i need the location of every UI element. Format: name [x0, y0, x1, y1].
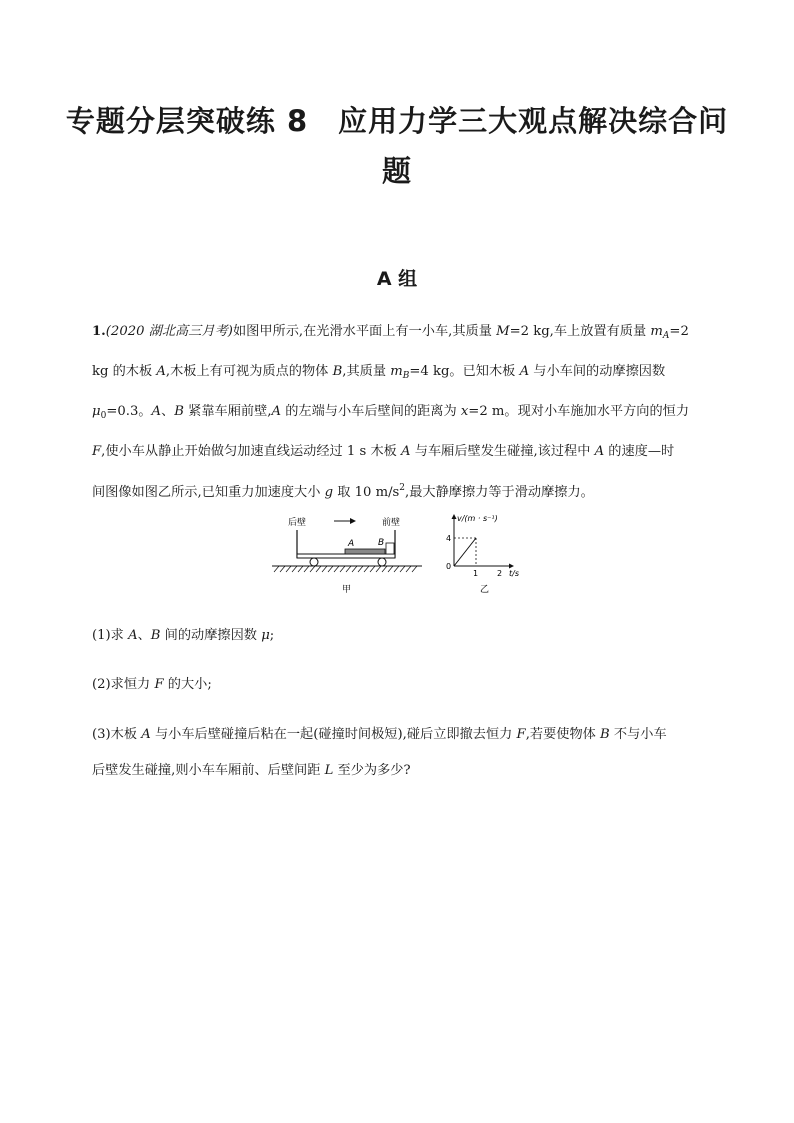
- tick-1: 1: [473, 569, 479, 578]
- board-a: [345, 549, 385, 554]
- var: F: [154, 677, 164, 692]
- text: (2)求恒力: [92, 677, 155, 692]
- var: B: [332, 364, 343, 379]
- var: g: [324, 485, 334, 500]
- page-title: [60, 96, 734, 196]
- problem-line: [92, 394, 714, 434]
- text: 间的动摩擦因数: [160, 628, 262, 643]
- block-b-label: B: [378, 538, 385, 548]
- text: 至少为多少?: [333, 763, 411, 778]
- text: ,其质量: [342, 364, 391, 379]
- text: 的速度—时: [604, 444, 675, 459]
- text: 如图甲所示,在光滑水平面上有一小车,其质量: [232, 324, 497, 339]
- var: L: [324, 763, 334, 778]
- var: A: [594, 444, 605, 459]
- var: μ: [92, 404, 101, 419]
- yi-label: 乙: [480, 585, 490, 595]
- var: F: [516, 727, 526, 742]
- var-sub: A: [662, 331, 670, 341]
- var: B: [174, 404, 184, 419]
- text: 间图像如图乙所示,已知重力加速度大小: [92, 485, 325, 500]
- var: A: [128, 628, 138, 643]
- text: 不与小车: [609, 727, 667, 742]
- ground-hatching: [274, 566, 417, 572]
- text: =2: [669, 324, 689, 339]
- var: M: [496, 324, 510, 339]
- var: A: [519, 364, 530, 379]
- question-3-cont: [92, 753, 411, 789]
- problem-line: [92, 470, 714, 511]
- problem-number: 1.: [92, 324, 106, 339]
- wheel-left: [310, 558, 318, 566]
- board-a-label: A: [348, 539, 355, 549]
- var: m: [650, 324, 663, 339]
- text: =4 kg。已知木板: [409, 364, 520, 379]
- superscript: 2: [399, 483, 406, 493]
- title-line-2: 题: [381, 154, 412, 188]
- figure-jia: [272, 516, 422, 595]
- text: 的大小;: [163, 677, 212, 692]
- text: =0.3。: [106, 404, 152, 419]
- text: ,使小车从静止开始做匀加速直线运动经过 1 s 木板: [101, 444, 402, 459]
- text: 与车厢后壁发生碰撞,该过程中: [410, 444, 595, 459]
- figure: [266, 510, 536, 602]
- rear-wall-label: 后壁: [288, 518, 307, 528]
- var: μ: [261, 628, 270, 643]
- v-axis-arrow: [452, 514, 457, 519]
- text: ,木板上有可视为质点的物体: [165, 364, 333, 379]
- tick-0: 0: [446, 562, 452, 571]
- text: 、: [161, 404, 175, 419]
- var: A: [141, 727, 151, 742]
- tick-4: 4: [446, 534, 452, 543]
- problem-line: [92, 354, 714, 394]
- problem-line: [92, 434, 714, 470]
- question-2: [92, 667, 212, 703]
- group-heading: A 组: [376, 268, 418, 290]
- text: (3)木板: [92, 727, 142, 742]
- question-3: [92, 717, 667, 753]
- figure-yi: [446, 514, 519, 595]
- question-1: [92, 618, 274, 654]
- var: A: [151, 404, 162, 419]
- block-b: [386, 543, 394, 554]
- tick-2: 2: [497, 569, 503, 578]
- title-line-1: 专题分层突破练 8 应用力学三大观点解决综合问: [65, 104, 729, 138]
- text: kg 的木板: [92, 364, 157, 379]
- cart-floor: [297, 554, 395, 558]
- problem-1-text: [92, 314, 714, 511]
- var-sub: 0: [100, 411, 107, 421]
- var-sub: B: [402, 371, 410, 381]
- text: =2 kg,车上放置有质量: [509, 324, 651, 339]
- var: B: [150, 628, 161, 643]
- text: 取 10 m/s: [333, 485, 400, 500]
- text: (1)求: [92, 628, 129, 643]
- wheel-right: [378, 558, 386, 566]
- problem-source: (2020 湖北高三月考): [105, 324, 233, 339]
- var: A: [271, 404, 281, 419]
- var: m: [390, 364, 403, 379]
- text: ,若要使物体: [525, 727, 601, 742]
- text: 与小车后壁碰撞后粘在一起(碰撞时间极短),碰后立即撤去恒力: [150, 727, 517, 742]
- text: 、: [137, 628, 151, 643]
- vt-series-line: [454, 538, 476, 566]
- problem-line: [92, 314, 714, 354]
- text: 紧靠车厢前壁,: [183, 404, 272, 419]
- var: A: [156, 364, 166, 379]
- var: B: [600, 727, 610, 742]
- var: x: [460, 404, 469, 419]
- var: A: [401, 444, 411, 459]
- t-axis-arrow: [509, 564, 514, 569]
- text: 与小车间的动摩擦因数: [529, 364, 666, 379]
- v-axis-label: v/(m · s⁻¹): [457, 514, 498, 523]
- front-wall-label: 前壁: [382, 518, 401, 528]
- text: 后壁发生碰撞,则小车车厢前、后壁间距: [92, 763, 325, 778]
- text: ,最大静摩擦力等于滑动摩擦力。: [405, 485, 594, 500]
- jia-label: 甲: [342, 585, 352, 595]
- var: F: [92, 444, 102, 459]
- t-axis-label: t/s: [509, 569, 519, 578]
- text: ;: [269, 628, 275, 643]
- text: 的左端与小车后壁间的距离为: [281, 404, 461, 419]
- text: =2 m。现对小车施加水平方向的恒力: [468, 404, 690, 419]
- arrow-head: [350, 518, 356, 524]
